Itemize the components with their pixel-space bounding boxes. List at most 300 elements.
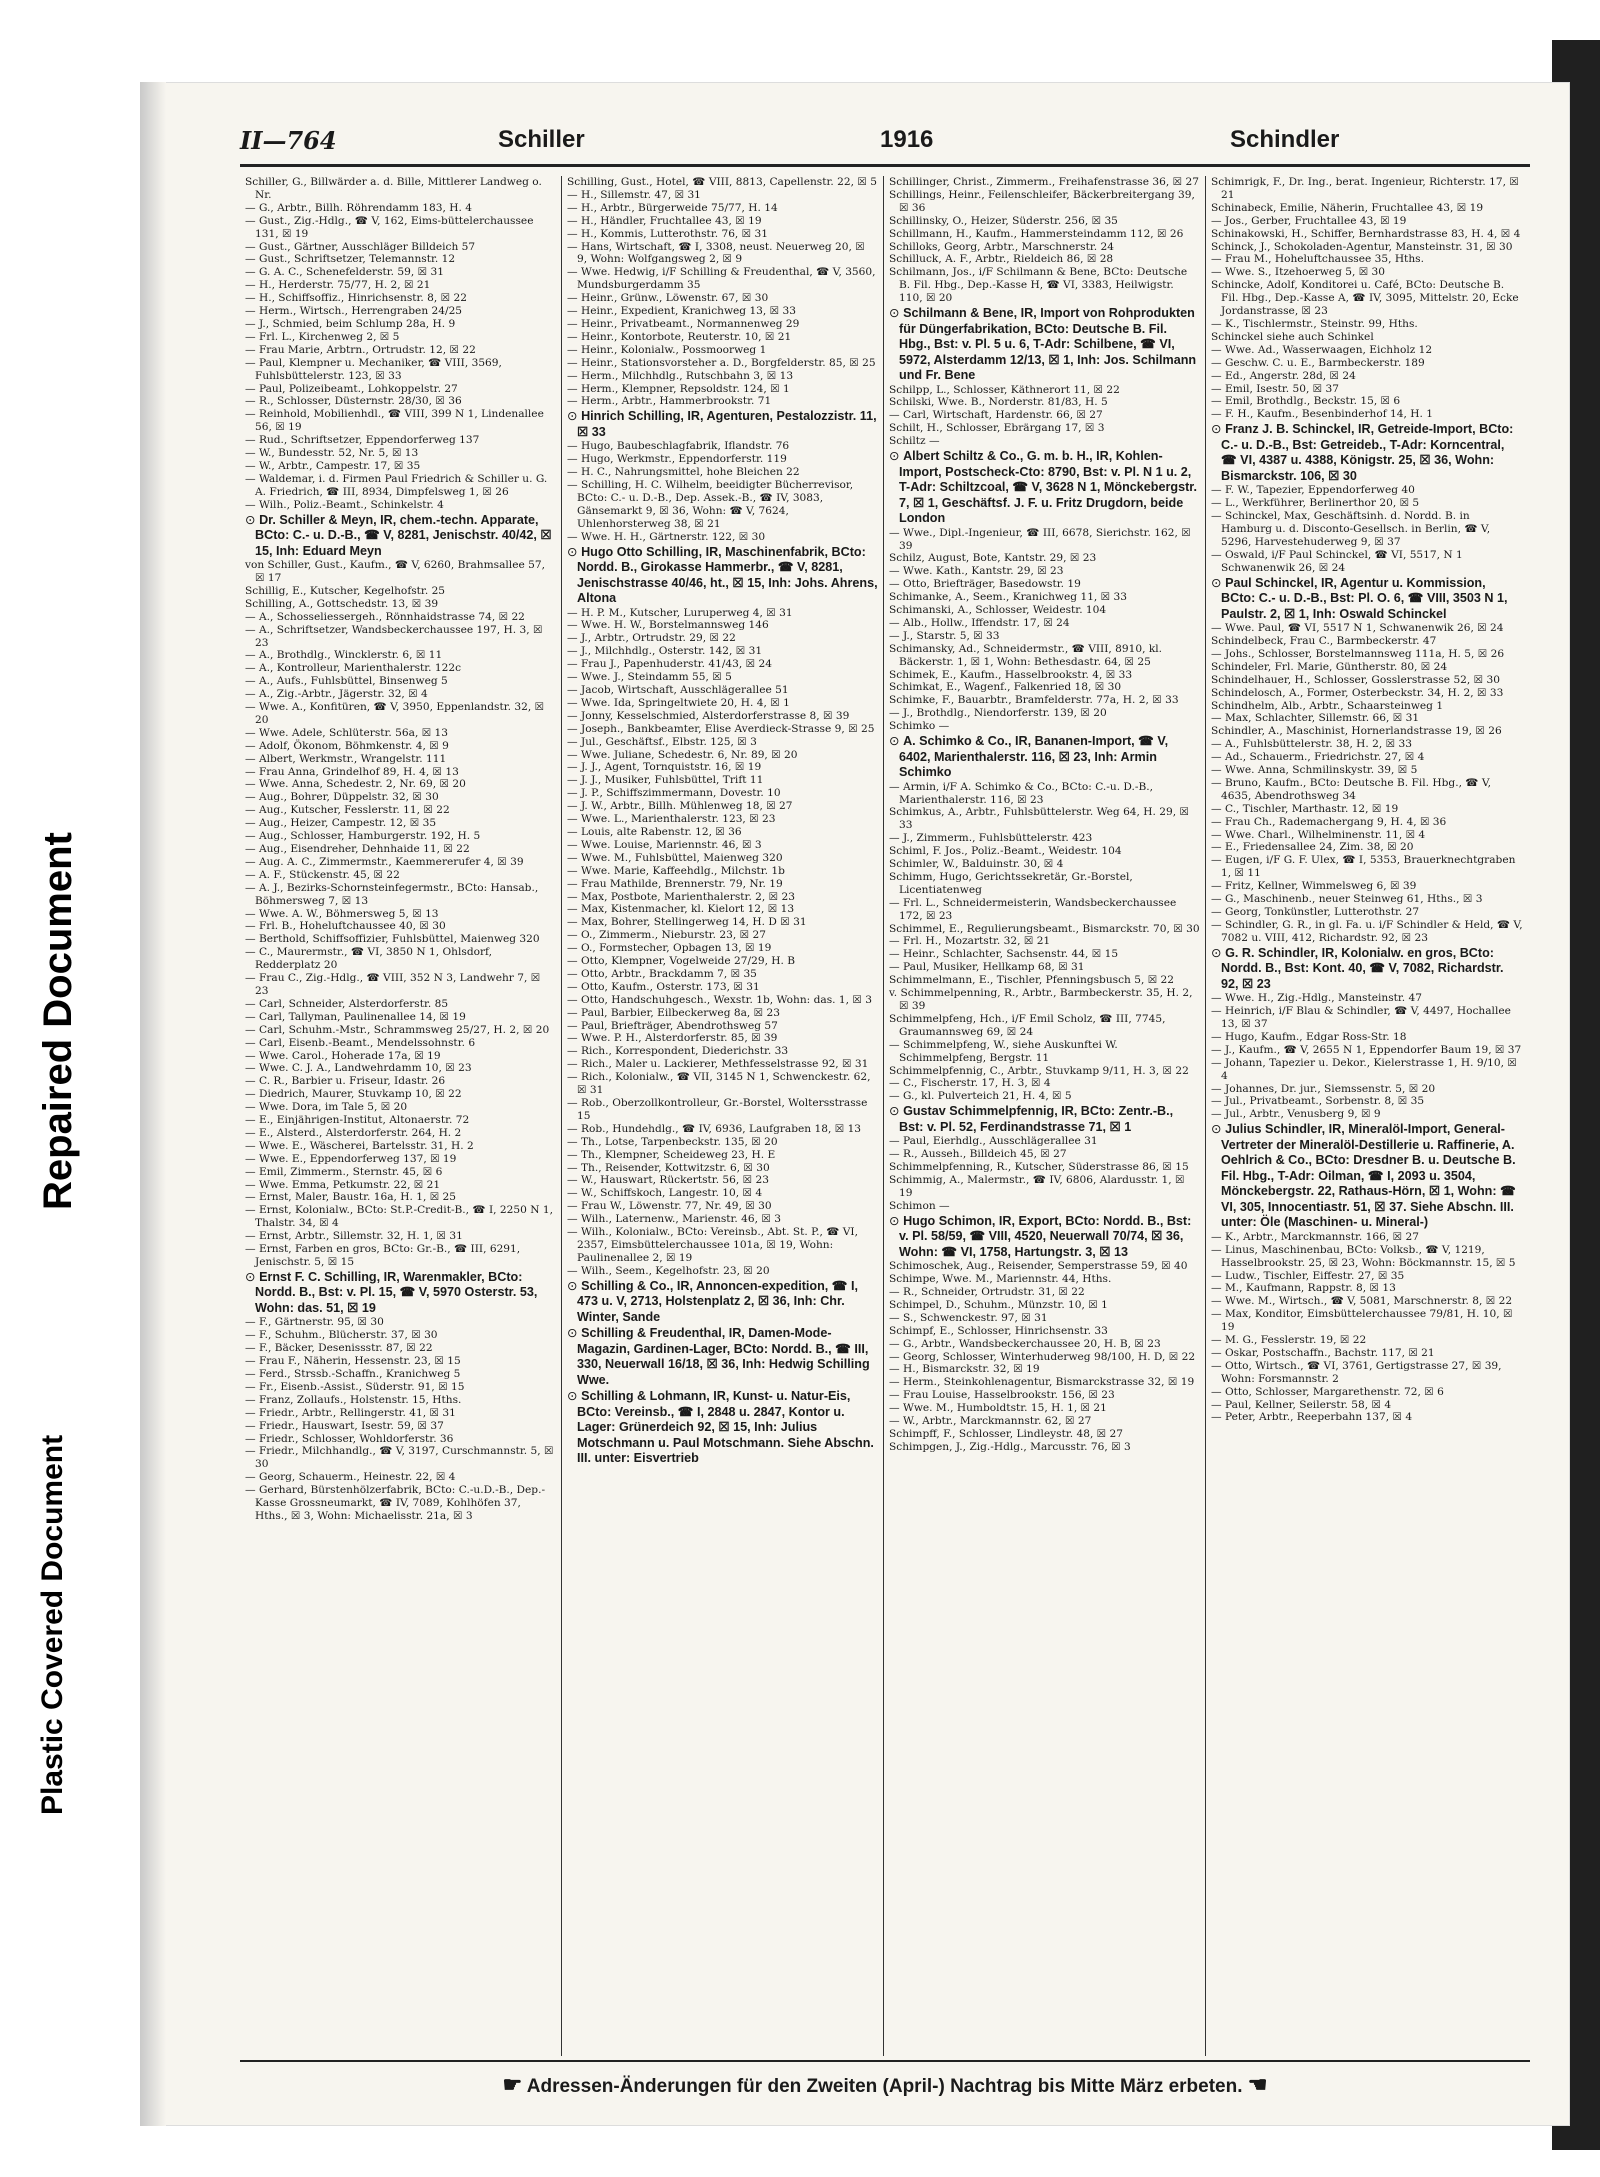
directory-entry: — Jonny, Kesselschmied, Alsterdorferstrasse 8, ☒ 39 (567, 709, 850, 722)
directory-entry: Schilmann, Jos., i/F Schilmann & Bene, BCto: Deutsche B. Fil. Hbg., Dep.-Kasse H, ☎ VI, 3383, Heilwigstr. 110, ☒ 20 (889, 266, 1188, 305)
directory-entry: Schindeler, Frl. Marie, Güntherstr. 80, ☒ 24 (1211, 660, 1448, 673)
directory-entry: Schindler, A., Maschinist, Hornerlandstrasse 19, ☒ 26 (1211, 725, 1502, 738)
directory-entry: — Waldemar, i. d. Firmen Paul Friedrich & Schiller u. G. A. Friedrich, ☎ III, 8934, Dimpfelsweg 1, ☒ 26 (245, 472, 548, 498)
page-header (240, 126, 1530, 162)
directory-entry: — Wilh., Laternenw., Marienstr. 46, ☒ 3 (567, 1213, 781, 1226)
directory-column-1 (240, 176, 562, 2056)
directory-entry: — A., Aufs., Fuhlsbüttel, Binsenweg 5 (245, 675, 448, 688)
directory-entry: — S., Schwenckestr. 97, ☒ 31 (889, 1311, 1048, 1324)
directory-entry: Schiltz — (889, 435, 940, 448)
directory-entry: — Carl, Eisenb.-Beamt., Mendelssohnstr. 6 (245, 1036, 476, 1049)
directory-entry: — Rob., Hundehdlg., ☎ IV, 6936, Laufgraben 18, ☒ 13 (567, 1122, 862, 1135)
directory-entry: — Max, Postbote, Marienthalerstr. 2, ☒ 23 (567, 890, 795, 903)
directory-entry: — Frl. H., Mozartstr. 32, ☒ 21 (889, 935, 1051, 948)
directory-entry: — Wwe. E., Eppendorferweg 137, ☒ 19 (245, 1152, 457, 1165)
directory-entry: — G. A. C., Schenefelderstr. 59, ☒ 31 (245, 266, 444, 279)
directory-entry: — Herm., Wirtsch., Herrengraben 24/25 (245, 305, 463, 318)
directory-entry: Schilt, H., Schlosser, Ebrärgang 17, ☒ 3 (889, 422, 1105, 435)
directory-entry: — Otto, Arbtr., Brackdamm 7, ☒ 35 (567, 967, 757, 980)
directory-entry: — Schinckel, Max, Geschäftsinh. d. Nordd. B. in Hamburg u. d. Disconto-Gesellsch. in Berlin, ☎ V, 5296, Harvestehuderweg 9, ☒ 37 (1211, 510, 1491, 548)
directory-entry: — H., Schiffsoffiz., Hinrichsenstr. 8, ☒ 22 (245, 292, 467, 305)
directory-entry: — Oswald, i/F Paul Schinckel, ☎ VI, 5517, N 1 Schwanenwik 26, ☒ 24 (1211, 548, 1463, 574)
directory-entry: — H., Arbtr., Bürgerweide 75/77, H. 14 (567, 201, 778, 214)
directory-entry: — K., Tischlermstr., Steinstr. 99, Hths. (1211, 317, 1418, 330)
directory-entry: von Schiller, Gust., Kaufm., ☎ V, 6260, Brahmsallee 57, ☒ 17 (245, 559, 545, 584)
header-year: 1916 (880, 126, 934, 153)
directory-entry: — J., Zimmerm., Fuhlsbüttelerstr. 423 (889, 832, 1093, 845)
directory-entry: Schimkus, A., Arbtr., Fuhlsbüttelerstr. Weg 64, H. 29, ☒ 33 (889, 806, 1189, 832)
directory-entry: — R., Ausseh., Billdeich 45, ☒ 27 (889, 1148, 1067, 1161)
directory-entry: Schillmann, H., Kaufm., Hammersteindamm 112, ☒ 26 (889, 227, 1184, 240)
directory-entry: Schimkat, E., Wagenf., Falkenried 18, ☒ 30 (889, 681, 1122, 694)
firm-entry: ⊙ Hinrich Schilling, IR, Agenturen, Pestalozzistr. 11, ☒ 33 (567, 409, 878, 440)
directory-entry: — Hugo, Kaufm., Edgar Ross-Str. 18 (1211, 1030, 1407, 1043)
directory-entry: — Schimmelpfeng, W., siehe Auskunftei W. Schimmelpfeng, Bergstr. 11 (889, 1038, 1118, 1064)
directory-entry: Schimmelmann, E., Tischler, Pfenningsbusch 5, ☒ 22 (889, 974, 1175, 987)
directory-entry: — Wwe. Juliane, Schedestr. 6, Nr. 89, ☒ 20 (567, 748, 798, 761)
directory-entry: — Frau Louise, Hasselbrookstr. 156, ☒ 23 (889, 1389, 1115, 1402)
directory-entry: Schindhelm, Alb., Arbtr., Schaarsteinweg 1 (1211, 699, 1444, 712)
directory-entry: — Otto, Kaufm., Osterstr. 173, ☒ 31 (567, 980, 760, 993)
directory-entry: — Wwe. M., Humboldtstr. 15, H. 1, ☒ 21 (889, 1402, 1107, 1415)
directory-entry: — Wwe. Marie, Kaffeehdlg., Milchstr. 1b (567, 864, 785, 877)
directory-entry: — Jul., Arbtr., Venusberg 9, ☒ 9 (1211, 1108, 1381, 1121)
directory-entry: — H. C., Nahrungsmittel, hohe Bleichen 22 (567, 466, 800, 479)
directory-entry: — C., Maurermstr., ☎ VI, 3850 N 1, Ohlsdorf, Redderplatz 20 (245, 946, 492, 972)
directory-entry: Schimko — (889, 720, 950, 733)
directory-entry: Schillinsky, O., Heizer, Süderstr. 256, ☒ 35 (889, 214, 1118, 227)
directory-entry: — Aug., Kutscher, Fesslerstr. 11, ☒ 22 (245, 804, 450, 817)
firm-entry: ⊙ Schilling & Freudenthal, IR, Damen-Mode-Magazin, Gardinen-Lager, BCto: Nordd. B., ☎ III, 330, Neuerwall 16/18, ☒ 36, Inh: Hedwig Schilling Wwe. (567, 1326, 878, 1388)
directory-entry: — Wwe. Paul, ☎ VI, 5517 N 1, Schwanenwik 26, ☒ 24 (1211, 622, 1504, 635)
directory-entry: — A., Zig.-Arbtr., Jägerstr. 32, ☒ 4 (245, 688, 428, 701)
firm-entry: ⊙ Schilling & Co., IR, Annoncen-expedition, ☎ I, 473 u. V, 2713, Holstenplatz 2, ☒ 36, Inh: Chr. Winter, Sande (567, 1279, 878, 1326)
directory-entry: — Otto, Wirtsch., ☎ VI, 3761, Gertigstrasse 27, ☒ 39, Wohn: Forsmannstr. 2 (1211, 1359, 1502, 1385)
directory-entry: — Emil, Isestr. 50, ☒ 37 (1211, 382, 1340, 395)
directory-entry: — Gust., Schriftsetzer, Telemannstr. 12 (245, 253, 456, 266)
scanned-page (140, 82, 1570, 2126)
directory-entry: — Paul, Kellner, Seilerstr. 58, ☒ 4 (1211, 1398, 1392, 1411)
directory-entry: — Wwe. Emma, Petkumstr. 22, ☒ 21 (245, 1178, 441, 1191)
directory-entry: — Alb., Hollw., Iffendstr. 17, ☒ 24 (889, 616, 1070, 629)
directory-entry: — H., Händler, Fruchtallee 43, ☒ 19 (567, 214, 762, 227)
firm-entry: ⊙ Hugo Schimon, IR, Export, BCto: Nordd. B., Bst: v. Pl. 58/59, ☎ VIII, 4520, Neuerwall 70/74, ☒ 36, Wohn: ☎ VI, 1758, Hartungstr. 3, ☒ 13 (889, 1214, 1200, 1261)
directory-entry: — Heinr., Expedient, Kranichweg 13, ☒ 33 (567, 305, 797, 318)
plastic-covered-document-label: Plastic Covered Document (36, 1434, 69, 1815)
directory-entry: — Herm., Steinkohlenagentur, Bismarckstrasse 32, ☒ 19 (889, 1376, 1195, 1389)
directory-entry: Schincke, Adolf, Konditorei u. Café, BCto: Deutsche B. Fil. Hbg., Dep.-Kasse A, ☎ IV, 3095, Mittelstr. 20, Ecke Jordanstrasse, ☒ 23 (1211, 279, 1519, 318)
directory-entry: — Ernst, Kolonialw., BCto: St.P.-Credit-B., ☎ I, 2250 N 1, Thalstr. 34, ☒ 4 (245, 1204, 553, 1230)
directory-entry: Schimanski, A., Schlosser, Weidestr. 104 (889, 604, 1107, 617)
page-footer (240, 2072, 1530, 2098)
directory-entry: — Carl, Schneider, Alsterdorferstr. 85 (245, 997, 449, 1010)
directory-entry: — C., Fischerstr. 17, H. 3, ☒ 4 (889, 1077, 1051, 1090)
directory-entry: — Wwe. Dora, im Tale 5, ☒ 20 (245, 1101, 408, 1114)
directory-entry: — Friedr., Arbtr., Rellingerstr. 41, ☒ 31 (245, 1406, 456, 1419)
directory-entry: — Frau W., Löwenstr. 77, Nr. 49, ☒ 30 (567, 1200, 772, 1213)
directory-entry: — Frau Anna, Grindelhof 89, H. 4, ☒ 13 (245, 765, 459, 778)
directory-entry: — Georg, Schlosser, Winterhuderweg 98/100, H. D, ☒ 22 (889, 1350, 1196, 1363)
directory-entry: — Wwe. J., Steindamm 55, ☒ 5 (567, 671, 732, 684)
directory-entry: — Gust., Gärtner, Ausschläger Billdeich 57 (245, 240, 476, 253)
directory-entry: Schilski, Wwe. B., Norderstr. 81/83, H. 5 (889, 396, 1108, 409)
directory-entry: — G., Maschinenb., neuer Steinweg 61, Hths., ☒ 3 (1211, 893, 1483, 906)
directory-entry: — C., Tischler, Marthastr. 12, ☒ 19 (1211, 802, 1399, 815)
directory-entry: — Carl, Tallyman, Paulinenallee 14, ☒ 19 (245, 1010, 466, 1023)
directory-entry: — Fritz, Kellner, Wimmelsweg 6, ☒ 39 (1211, 880, 1417, 893)
directory-entry: — J. J., Musiker, Fuhlsbüttel, Trift 11 (567, 774, 764, 787)
directory-entry: Schimanke, A., Seem., Kranichweg 11, ☒ 33 (889, 591, 1128, 604)
directory-entry: Schillings, Heinr., Feilenschleifer, Bäckerbreitergang 39, ☒ 36 (889, 188, 1195, 214)
directory-entry: — F. H., Kaufm., Besenbinderhof 14, H. 1 (1211, 408, 1433, 421)
directory-entry: Schimoschek, Aug., Reisender, Semperstrasse 59, ☒ 40 (889, 1260, 1188, 1273)
directory-entry: — F., Bäcker, Desenissstr. 87, ☒ 22 (245, 1342, 433, 1355)
footer-rule (240, 2060, 1530, 2062)
directory-entry: — F. W., Tapezier, Eppendorferweg 40 (1211, 484, 1415, 497)
directory-entry: Schilloks, Georg, Arbtr., Marschnerstr. 24 (889, 240, 1114, 253)
directory-entry: — Th., Reisender, Kottwitzstr. 6, ☒ 30 (567, 1161, 770, 1174)
directory-entry: — Aug., Bohrer, Düppelstr. 32, ☒ 30 (245, 791, 439, 804)
directory-entry: — J. J., Agent, Tornquiststr. 16, ☒ 19 (567, 761, 762, 774)
directory-entry: — Th., Klempner, Scheideweg 23, H. E (567, 1148, 776, 1161)
directory-entry: — J., Milchhdlg., Osterstr. 142, ☒ 31 (567, 645, 763, 658)
directory-entry: — O., Zimmerm., Nieburstr. 23, ☒ 27 (567, 929, 766, 942)
directory-entry: — Eugen, i/F G. F. Ulex, ☎ I, 5353, Brauerknechtgraben 1, ☒ 11 (1211, 854, 1516, 880)
directory-entry: — Heinr., Kolonialw., Possmoorweg 1 (567, 343, 767, 356)
directory-entry: — F., Gärtnerstr. 95, ☒ 30 (245, 1316, 384, 1329)
directory-entry: — Wwe. A., Konfitüren, ☎ V, 3950, Eppenlandstr. 32, ☒ 20 (245, 701, 545, 726)
directory-entry: Schindelbeck, Frau C., Barmbeckerstr. 47 (1211, 634, 1437, 647)
directory-entry: — H., Bismarckstr. 32, ☒ 19 (889, 1363, 1040, 1376)
directory-entry: — Georg, Schauerm., Heinestr. 22, ☒ 4 (245, 1471, 456, 1484)
directory-column-4 (1206, 176, 1528, 2056)
directory-entry: — Rich., Maler u. Lackierer, Methfesselstrasse 92, ☒ 31 (567, 1058, 869, 1071)
directory-entry: — H., Herderstr. 75/77, H. 2, ☒ 21 (245, 279, 431, 292)
pointing-hand-right-icon: ☚ (1247, 2072, 1268, 2097)
directory-entry: — Jul., Geschäftsf., Elbstr. 125, ☒ 3 (567, 735, 757, 748)
directory-entry: — E., Einjährigen-Institut, Altonaerstr. 72 (245, 1114, 470, 1127)
firm-entry: ⊙ Julius Schindler, IR, Mineralöl-Import, General-Vertreter der Mineralöl-Destillerie u. Raffinerie, A. Oehlrich & Co., BCto: Dresdner B. u. Deutsche B. Fil. Hbg., T-Adr: Oilman, ☎ I, 2093 u. 3504, Mönckebergstr. 22, Rathaus-Hörn, ☒ 1, Wohn: ☎ VI, 305, Innocentiastr. 51, ☒ 37. Siehe Abschn. III. unter: Öle (Maschinen- u. Mineral-) (1211, 1122, 1523, 1231)
directory-entry: — Wilh., Seem., Kegelhofstr. 23, ☒ 20 (567, 1264, 770, 1277)
directory-entry: — Ernst, Arbtr., Sillemstr. 32, H. 1, ☒ 31 (245, 1230, 463, 1243)
directory-entry: — Carl, Schuhm.-Mstr., Schrammsweg 25/27, H. 2, ☒ 20 (245, 1023, 550, 1036)
directory-entry: — Linus, Maschinenbau, BCto: Volksb., ☎ V, 1219, Hasselbrookstr. 25, ☒ 23, Wohn: Böckmannstr. 15, ☒ 5 (1211, 1243, 1516, 1269)
directory-entry: Schilluck, A. F., Arbtr., Rieldeich 86, ☒ 28 (889, 253, 1114, 266)
directory-entry: — W., Arbtr., Marckmannstr. 62, ☒ 27 (889, 1415, 1092, 1428)
directory-entry: Schinckel siehe auch Schinkel (1211, 330, 1374, 343)
directory-entry: — G., Arbtr., Billh. Röhrendamm 183, H. 4 (245, 201, 472, 214)
directory-entry: — Armin, i/F A. Schimko & Co., BCto: C.-u. D.-B., Marienthalerstr. 116, ☒ 23 (889, 780, 1154, 806)
directory-entry: Schimrigk, F., Dr. Ing., berat. Ingenieur, Richterstr. 17, ☒ 21 (1211, 176, 1519, 201)
directory-entry: — K., Arbtr., Marckmannstr. 166, ☒ 27 (1211, 1230, 1419, 1243)
directory-entry: — Johann, Tapezier u. Dekor., Kielerstrasse 1, H. 9/10, ☒ 4 (1211, 1056, 1517, 1082)
directory-entry: — M., Kaufmann, Rappstr. 8, ☒ 13 (1211, 1282, 1396, 1295)
directory-entry: — J. P., Schiffszimmermann, Dovestr. 10 (567, 787, 781, 800)
directory-entry: — E., Alsterd., Alsterdorferstr. 264, H. 2 (245, 1126, 462, 1139)
directory-entry: Schimpgen, J., Zig.-Hdlg., Marcusstr. 76, ☒ 3 (889, 1440, 1131, 1453)
directory-entry: — Rich., Kolonialw., ☎ VII, 3145 N 1, Schwenckestr. 62, ☒ 31 (567, 1071, 871, 1097)
directory-entry: — Wwe. H. W., Borstelmannsweg 146 (567, 619, 769, 632)
directory-entry: Schilling, Gust., Hotel, ☎ VIII, 8813, Capellenstr. 22, ☒ 5 (567, 176, 877, 188)
directory-entry: — Wwe. P. H., Alsterdorferstr. 85, ☒ 39 (567, 1032, 778, 1045)
directory-entry: — Wwe. L., Marienthalerstr. 123, ☒ 23 (567, 813, 776, 826)
directory-entry: — H., Kommis, Lutterothstr. 76, ☒ 31 (567, 227, 769, 240)
directory-entry: — W., Hauswart, Rückertstr. 56, ☒ 23 (567, 1174, 769, 1187)
firm-entry: ⊙ Paul Schinckel, IR, Agentur u. Kommission, BCto: C.- u. D.-B., Bst: Pl. O. 6, ☎ VIII, 3503 N 1, Paulstr. 2, ☒ 1, Inh: Oswald Schinckel (1211, 576, 1523, 623)
directory-entry: — Bruno, Kaufm., BCto: Deutsche B. Fil. Hbg., ☎ V, 4635, Abendrothsweg 34 (1211, 776, 1492, 802)
directory-entry: Schimmel, E., Regulierungsbeamt., Bismarckstr. 70, ☒ 30 (889, 922, 1200, 935)
directory-entry: Schimler, W., Balduinstr. 30, ☒ 4 (889, 858, 1064, 871)
directory-entry: — Ad., Schauerm., Friedrichstr. 27, ☒ 4 (1211, 751, 1425, 764)
directory-entry: — Adolf, Ökonom, Böhmkenstr. 4, ☒ 9 (245, 739, 449, 752)
directory-entry: — Max, Konditor, Eimsbüttelerchaussee 79/81, H. 10, ☒ 19 (1211, 1308, 1513, 1334)
directory-entry: — Max, Bohrer, Stellingerweg 14, H. D ☒ 31 (567, 916, 807, 929)
directory-entry: — Frl. B., Hoheluftchaussee 40, ☒ 30 (245, 920, 446, 933)
directory-entry: — Otto, Handschuhgesch., Wexstr. 1b, Wohn: das. 1, ☒ 3 (567, 993, 872, 1006)
directory-entry: — Paul, Klempner u. Mechaniker, ☎ VIII, 3569, Fuhlsbüttelerstr. 123, ☒ 33 (245, 356, 502, 382)
directory-entry: — Gerhard, Bürstenhölzerfabrik, BCto: C.-u.D.-B., Dep.-Kasse Grossneumarkt, ☎ IV, 7089, Kohlhöfen 37, Hths., ☒ 3, Wohn: Michaelisstr. 21a, ☒ 3 (245, 1484, 546, 1522)
directory-entry: — J., Schmied, beim Schlump 28a, H. 9 (245, 317, 456, 330)
header-rule (240, 164, 1530, 167)
directory-entry: — Ernst, Farben en gros, BCto: Gr.-B., ☎ III, 6291, Jenischstr. 5, ☒ 15 (245, 1243, 521, 1268)
directory-entry: Schimke, F., Bauarbtr., Bramfelderstr. 77a, H. 2, ☒ 33 (889, 694, 1179, 707)
directory-entry: — Paul, Polizeibeamt., Lohkoppelstr. 27 (245, 382, 458, 395)
directory-entry: — Gust., Zig.-Hdlg., ☎ V, 162, Eims-büttelerchaussee 131, ☒ 19 (245, 214, 534, 240)
firm-entry: ⊙ Hugo Otto Schilling, IR, Maschinenfabrik, BCto: Nordd. B., Girokasse Hammerbr., ☎ V, 8281, Jenischstrasse 40/46, ht., ☒ 15, Inh: Johs. Ahrens, Altona (567, 545, 878, 607)
directory-entry: — Rich., Korrespondent, Diederichstr. 33 (567, 1045, 789, 1058)
directory-entry: — A., Schriftsetzer, Wandsbeckerchaussee 197, H. 3, ☒ 23 (245, 623, 543, 649)
directory-entry: — Frau Mathilde, Brennerstr. 79, Nr. 19 (567, 877, 783, 890)
directory-entry: — Heinr., Kontorbote, Reuterstr. 10, ☒ 21 (567, 330, 792, 343)
directory-entry: — Paul, Musiker, Hellkamp 68, ☒ 31 (889, 961, 1085, 974)
directory-entry: — Otto, Briefträger, Basedowstr. 19 (889, 578, 1081, 591)
directory-entry: — Reinhold, Mobilienhdl., ☎ VIII, 399 N 1, Lindenallee 56, ☒ 19 (245, 408, 544, 434)
directory-entry: — Frau Marie, Arbtrn., Ortrudstr. 12, ☒ 22 (245, 343, 476, 356)
directory-entry: — Wilh., Poliz.-Beamt., Schinkelstr. 4 (245, 498, 444, 511)
directory-entry: — Oskar, Postschaffn., Bachstr. 117, ☒ 21 (1211, 1346, 1435, 1359)
directory-entry: Schimpff, F., Schlosser, Lindleystr. 48, ☒ 27 (889, 1427, 1124, 1440)
directory-entry: — Max, Schlachter, Sillemstr. 66, ☒ 31 (1211, 712, 1420, 725)
directory-entry: — Emil, Zimmerm., Sternstr. 45, ☒ 6 (245, 1165, 443, 1178)
directory-entry: Schinabeck, Emilie, Näherin, Fruchtallee 43, ☒ 19 (1211, 201, 1484, 214)
directory-entry: Schiml, F. Jos., Poliz.-Beamt., Weidestr. 104 (889, 845, 1122, 858)
firm-entry: ⊙ Schilmann & Bene, IR, Import von Rohprodukten für Düngerfabrikation, BCto: Deutsche B. Fil. Hbg., Bst: v. Pl. 5 u. 6, T-Adr: Schilbene, ☎ VI, 5972, Alsterdamm 12/13, ☒ 1, Inh: Jos. Schilmann und Fr. Bene (889, 306, 1200, 384)
directory-entry: — Ernst, Maler, Baustr. 16a, H. 1, ☒ 25 (245, 1191, 457, 1204)
directory-entry: — Wwe., Dipl.-Ingenieur, ☎ III, 6678, Sierichstr. 162, ☒ 39 (889, 526, 1191, 552)
directory-entry: — Fr., Eisenb.-Assist., Süderstr. 91, ☒ 15 (245, 1380, 465, 1393)
directory-entry: — H., Sillemstr. 47, ☒ 31 (567, 188, 701, 201)
directory-entry: — Albert, Werkmstr., Wrangelstr. 111 (245, 752, 447, 765)
directory-entry: v. Schimmelpenning, R., Arbtr., Barmbeckerstr. 35, H. 2, ☒ 39 (889, 987, 1193, 1012)
page-number: II—764 (240, 126, 337, 155)
firm-entry: ⊙ Albert Schiltz & Co., G. m. b. H., IR, Kohlen-Import, Postscheck-Cto: 8790, Bst: v. Pl. N 1 u. 2, T-Adr: Schiltzcoal, ☎ V, 3628 N 1, Mönckebergstr. 7, ☒ 1, Geschäftsf. J. F. u. Fritz Drugdorn, beide London (889, 449, 1200, 527)
directory-entry: Schimpe, Wwe. M., Mariennstr. 44, Hths. (889, 1273, 1112, 1286)
directory-entry: — Rud., Schriftsetzer, Eppendorferweg 137 (245, 434, 480, 447)
directory-entry: — Wwe. Charl., Wilhelminenstr. 11, ☒ 4 (1211, 828, 1426, 841)
directory-entry: — Wwe. Carol., Hoherade 17a, ☒ 19 (245, 1049, 441, 1062)
directory-entry: — G., kl. Pulverteich 21, H. 4, ☒ 5 (889, 1090, 1072, 1103)
directory-entry: — J., Arbtr., Ortrudstr. 29, ☒ 22 (567, 632, 736, 645)
directory-entry: — Paul, Eierhdlg., Ausschlägerallee 31 (889, 1135, 1098, 1148)
directory-entry: — Wwe. S., Itzehoerweg 5, ☒ 30 (1211, 266, 1386, 279)
directory-entry: Schilling, A., Gottschedstr. 13, ☒ 39 (245, 597, 439, 610)
directory-entry: — Heinrich, i/F Blau & Schindler, ☎ V, 4497, Hochallee 13, ☒ 37 (1211, 1005, 1511, 1031)
firm-entry: ⊙ G. R. Schindler, IR, Kolonialw. en gros, BCto: Nordd. B., Bst: Kont. 40, ☎ V, 7082, Richardstr. 92, ☒ 23 (1211, 946, 1523, 993)
directory-entry: — Schilling, H. C. Wilhelm, beeidigter Bücherrevisor, BCto: C.- u. D.-B., Dep. Assek.-B., ☎ IV, 3083, Gänsemarkt 9, ☒ 36, Wohn: ☎ V, 7624, Uhlenhorsterweg 38, ☒ 21 (567, 479, 854, 530)
directory-entry: — Jul., Privatbeamt., Sorbenstr. 8, ☒ 35 (1211, 1095, 1425, 1108)
directory-entry: — Wwe. M., Fuhlsbüttel, Maienweg 320 (567, 851, 783, 864)
directory-entry: — Wwe. Louise, Mariennstr. 46, ☒ 3 (567, 838, 762, 851)
firm-entry: ⊙ A. Schimko & Co., IR, Bananen-Import, ☎ V, 6402, Marienthalerstr. 116, ☒ 23, Inh: Armin Schimko (889, 734, 1200, 781)
directory-entry: — Franz, Zollaufs., Holstenstr. 15, Hths. (245, 1393, 462, 1406)
directory-entry: — Friedr., Milchhandlg., ☎ V, 3197, Curschmannstr. 5, ☒ 30 (245, 1445, 554, 1471)
directory-column-3 (884, 176, 1206, 2056)
directory-entry: — Wwe. Hedwig, i/F Schilling & Freudenthal, ☎ V, 3560, Mundsburgerdamm 35 (567, 266, 876, 292)
header-left-word: Schiller (498, 126, 585, 153)
directory-entry: Schimmelpfennig, C., Arbtr., Stuvkamp 9/11, H. 3, ☒ 22 (889, 1064, 1189, 1077)
directory-entry: — A., Brothdlg., Wincklerstr. 6, ☒ 11 (245, 649, 443, 662)
directory-entry: — C. R., Barbier u. Friseur, Idastr. 26 (245, 1075, 446, 1088)
directory-entry: — E., Friedensallee 24, Zim. 38, ☒ 20 (1211, 841, 1414, 854)
directory-entry: — Herm., Klempner, Repsoldstr. 124, ☒ 1 (567, 382, 790, 395)
directory-entry: Schimmelpfenning, R., Kutscher, Süderstrasse 86, ☒ 15 (889, 1161, 1189, 1174)
directory-entry: — Heinr., Schlachter, Sachsenstr. 44, ☒ 15 (889, 948, 1119, 961)
directory-entry: — Carl, Wirtschaft, Hardenstr. 66, ☒ 27 (889, 409, 1103, 422)
directory-entry: — Friedr., Hauswart, Isestr. 59, ☒ 37 (245, 1419, 444, 1432)
directory-entry: — Max, Kistenmacher, kl. Kielort 12, ☒ 13 (567, 903, 795, 916)
directory-entry: — Aug., Heizer, Campestr. 12, ☒ 35 (245, 817, 437, 830)
directory-entry: — Georg, Tonkünstler, Lutterothstr. 27 (1211, 906, 1420, 918)
directory-entry: — W., Schiffskoch, Langestr. 10, ☒ 4 (567, 1187, 763, 1200)
directory-entry: — Frau J., Papenhuderstr. 41/43, ☒ 24 (567, 658, 772, 671)
directory-entry: — Wwe. M., Wirtsch., ☎ V, 5081, Marschnerstr. 8, ☒ 22 (1211, 1295, 1513, 1308)
directory-entry: Schimon — (889, 1199, 950, 1212)
directory-entry: — Frau F., Näherin, Hessenstr. 23, ☒ 15 (245, 1355, 461, 1368)
directory-entry: — Louis, alte Rabenstr. 12, ☒ 36 (567, 825, 742, 838)
directory-entry: Schillinger, Christ., Zimmerm., Freihafenstrasse 36, ☒ 27 (889, 176, 1199, 188)
directory-entry: — Frau M., Hoheluftchaussee 35, Hths. (1211, 253, 1424, 266)
directory-entry: — A. J., Bezirks-Schornsteinfegermstr., BCto: Hansab., Böhmersweg 7, ☒ 13 (245, 881, 539, 907)
header-right-word: Schindler (1230, 126, 1340, 153)
directory-entry: — O., Formstecher, Opbagen 13, ☒ 19 (567, 942, 772, 955)
directory-entry: Schimmig, A., Malermstr., ☎ IV, 6806, Alardusstr. 1, ☒ 19 (889, 1173, 1185, 1199)
directory-entry: — Wilh., Kolonialw., BCto: Vereinsb., Abt. St. P., ☎ VI, 2357, Eimsbüttelerchaussee 101a, ☒ 19, Wohn: Paulinenallee 2, ☒ 19 (567, 1226, 858, 1264)
directory-entry: — Frl. L., Kirchenweg 2, ☒ 5 (245, 330, 400, 343)
firm-entry: ⊙ Gustav Schimmelpfennig, IR, BCto: Zentr.-B., Bst: v. Pl. 52, Ferdinandstrasse 71, ☒ 1 (889, 1104, 1200, 1135)
directory-entry: Schinck, J., Schokoladen-Agentur, Mansteinstr. 31, ☒ 30 (1211, 240, 1513, 253)
directory-entry: — Frl. L., Schneidermeisterin, Wandsbeckerchaussee 172, ☒ 23 (889, 896, 1177, 922)
directory-entry: — Hans, Wirtschaft, ☎ I, 3308, neust. Neuerweg 20, ☒ 9, Wohn: Wolfgangsweg 2, ☒ 9 (567, 240, 865, 266)
directory-entry: — Rob., Oberzollkontrolleur, Gr.-Borstel, Woltersstrasse 15 (567, 1097, 868, 1122)
directory-entry: — Joseph., Bankbeamter, Elise Averdieck-Strasse 9, ☒ 25 (567, 722, 875, 735)
directory-entry: — A., Fuhlsbüttelerstr. 38, H. 2, ☒ 33 (1211, 738, 1412, 751)
directory-columns (240, 176, 1530, 2056)
directory-entry: — Frau C., Zig.-Hdlg., ☎ VIII, 352 N 3, Landwehr 7, ☒ 23 (245, 972, 541, 997)
directory-entry: Schindelhauer, H., Schlosser, Gosslerstrasse 52, ☒ 30 (1211, 673, 1501, 686)
directory-entry: — A., Schosseliessergeh., Rönnhaidstrasse 74, ☒ 22 (245, 610, 525, 623)
directory-entry: — Wwe. Anna, Schedestr. 2, Nr. 69, ☒ 20 (245, 778, 466, 791)
directory-entry: — Paul, Barbier, Eilbeckerweg 8a, ☒ 23 (567, 1006, 780, 1019)
firm-entry: ⊙ Ernst F. C. Schilling, IR, Warenmakler, BCto: Nordd. B., Bst: v. Pl. 15, ☎ V, 5970 Osterstr. 53, Wohn: das. 51, ☒ 19 (245, 1270, 556, 1317)
directory-entry: — Aug., Schlosser, Hamburgerstr. 192, H. 5 (245, 830, 481, 843)
directory-entry: — Wwe. Anna, Schmilinskystr. 39, ☒ 5 (1211, 764, 1418, 777)
directory-entry: — J., Kaufm., ☎ V, 2655 N 1, Eppendorfer Baum 19, ☒ 37 (1211, 1043, 1522, 1056)
directory-entry: — J., Brothdlg., Niendorferstr. 139, ☒ 20 (889, 707, 1107, 720)
directory-entry: — Hugo, Baubeschlagfabrik, Iflandstr. 76 (567, 440, 790, 453)
directory-entry: — Ed., Angerstr. 28d, ☒ 24 (1211, 369, 1356, 382)
directory-entry: — Wwe. Ida, Springeltwiete 20, H. 4, ☒ 1 (567, 696, 790, 709)
directory-entry: — W., Arbtr., Campestr. 17, ☒ 35 (245, 459, 421, 472)
directory-entry: — Peter, Arbtr., Reeperbahn 137, ☒ 4 (1211, 1411, 1413, 1424)
directory-entry: Schimek, E., Kaufm., Hasselbrookstr. 4, ☒ 33 (889, 668, 1133, 681)
directory-entry: Schiller, G., Billwärder a. d. Bille, Mittlerer Landweg o. Nr. (245, 176, 542, 201)
directory-entry: — Wwe. H. H., Gärtnerstr. 122, ☒ 30 (567, 530, 766, 543)
directory-entry: — Wwe. E., Wäscherei, Bartelsstr. 31, H. 2 (245, 1139, 474, 1152)
directory-entry: — Wwe. Kath., Kantstr. 29, ☒ 23 (889, 565, 1064, 578)
directory-entry: — Wwe. H., Zig.-Hdlg., Mansteinstr. 47 (1211, 992, 1423, 1005)
firm-entry: ⊙ Franz J. B. Schinckel, IR, Getreide-Import, BCto: C.- u. D.-B., Bst: Getreideb., T-Adr: Korncentral, ☎ VI, 4387 u. 4388, Königstr. 25, ☒ 36, Wohn: Bismarckstr. 106, ☒ 30 (1211, 422, 1523, 484)
directory-entry: — Wwe. Ad., Wasserwaagen, Eichholz 12 (1211, 343, 1433, 356)
directory-entry: Schinakowski, H., Schiffer, Bernhardstrasse 83, H. 4, ☒ 4 (1211, 227, 1521, 240)
directory-entry: — Paul, Briefträger, Abendrothsweg 57 (567, 1019, 778, 1032)
directory-entry: — Johs., Schlosser, Borstelmannsweg 111a, H. 5, ☒ 26 (1211, 647, 1505, 660)
pointing-hand-left-icon: ☛ (502, 2072, 523, 2097)
directory-entry: — Berthold, Schiffsoffizier, Fuhlsbüttel, Maienweg 320 (245, 933, 540, 946)
directory-entry: — A., Kontrolleur, Marienthalerstr. 122c (245, 662, 462, 675)
directory-entry: — Wwe. Adele, Schlüterstr. 56a, ☒ 13 (245, 726, 449, 739)
directory-entry: Schimpf, E., Schlosser, Hinrichsenstr. 33 (889, 1324, 1108, 1337)
directory-entry: — Heinr., Grünw., Löwenstr. 67, ☒ 30 (567, 292, 769, 305)
page-binding-shadow (140, 82, 166, 2126)
directory-entry: — Frau Ch., Rademachergang 9, H. 4, ☒ 36 (1211, 815, 1447, 828)
directory-entry: — Emil, Brothdlg., Beckstr. 15, ☒ 6 (1211, 395, 1401, 408)
directory-entry: — Jos., Gerber, Fruchtallee 43, ☒ 19 (1211, 214, 1407, 227)
directory-entry: — Wwe. C. J. A., Landwehrdamm 10, ☒ 23 (245, 1062, 472, 1075)
directory-entry: — Heinr., Privatbeamt., Normannenweg 29 (567, 317, 800, 330)
directory-entry: — Geschw. C. u. E., Barmbeckerstr. 189 (1211, 356, 1425, 369)
directory-entry: — Herm., Milchhdlg., Rutschbahn 3, ☒ 13 (567, 369, 794, 382)
scan-border-top (0, 0, 1600, 48)
directory-entry: — Herm., Arbtr., Hammerbrookstr. 71 (567, 395, 772, 408)
directory-entry: — J. W., Arbtr., Billh. Mühlenweg 18, ☒ 27 (567, 800, 793, 813)
repaired-document-label: Repaired Document (36, 832, 80, 1210)
footer-notice: Adressen-Änderungen für den Zweiten (April-) Nachtrag bis Mitte März erbeten. (526, 2076, 1243, 2097)
directory-entry: — A. F., Stückenstr. 45, ☒ 22 (245, 868, 400, 881)
directory-entry: — Aug. A. C., Zimmermstr., Kaemmererufer 4, ☒ 39 (245, 855, 524, 868)
directory-entry: Schindelosch, A., Former, Osterbeckstr. 34, H. 2, ☒ 33 (1211, 686, 1504, 699)
directory-entry: — Friedr., Schlosser, Wohldorferstr. 36 (245, 1432, 454, 1445)
directory-entry: — Jacob, Wirtschaft, Ausschlägerallee 51 (567, 684, 789, 696)
directory-entry: Schilz, August, Bote, Kantstr. 29, ☒ 23 (889, 552, 1097, 565)
directory-entry: — R., Schlosser, Düsternstr. 28/30, ☒ 36 (245, 395, 462, 408)
directory-entry: — Ferd., Strssb.-Schaffn., Kranichweg 5 (245, 1368, 461, 1381)
directory-entry: — G., Arbtr., Wandsbeckerchaussee 20, H. B, ☒ 23 (889, 1337, 1161, 1350)
directory-entry: Schimm, Hugo, Gerichtssekretär, Gr.-Borstel, Licentiatenweg (889, 870, 1133, 896)
directory-column-2 (562, 176, 884, 2056)
directory-entry: — Otto, Klempner, Vogelweide 27/29, H. B (567, 955, 796, 968)
directory-entry: — L., Werkführer, Berlinerthor 20, ☒ 5 (1211, 497, 1420, 510)
directory-entry: — Th., Lotse, Tarpenbeckstr. 135, ☒ 20 (567, 1135, 778, 1148)
directory-entry: — R., Schneider, Ortrudstr. 31, ☒ 22 (889, 1286, 1085, 1298)
directory-entry: — J., Starstr. 5, ☒ 33 (889, 629, 1000, 642)
firm-entry: ⊙ Dr. Schiller & Meyn, IR, chem.-techn. Apparate, BCto: C.- u. D.-B., ☎ V, 8281, Jenischstr. 40/42, ☒ 15, Inh: Eduard Meyn (245, 513, 556, 560)
directory-entry: — Johannes, Dr. jur., Siemssenstr. 5, ☒ 20 (1211, 1082, 1436, 1095)
directory-entry: — Heinr., Stationsvorsteher a. D., Borgfelderstr. 85, ☒ 25 (567, 356, 876, 369)
directory-entry: Schimansky, Ad., Schneidermstr., ☎ VIII, 8910, kl. Bäckerstr. 1, ☒ 1, Wohn: Bethesdastr. 64, ☒ 25 (889, 642, 1163, 668)
directory-entry: — Hugo, Werkmstr., Eppendorferstr. 119 (567, 453, 787, 466)
directory-entry: Schillig, E., Kutscher, Kegelhofstr. 25 (245, 584, 446, 597)
directory-entry: Schimpel, D., Schuhm., Münzstr. 10, ☒ 1 (889, 1298, 1108, 1311)
